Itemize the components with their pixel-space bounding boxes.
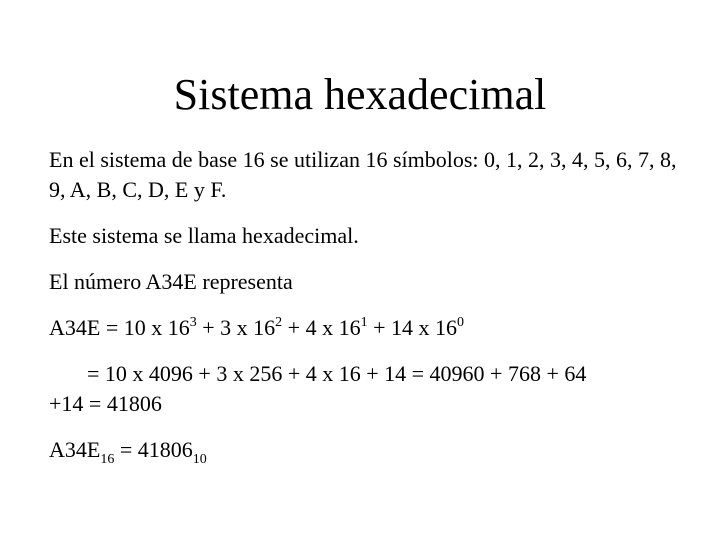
conclusion-middle: = 41806 [114,437,193,462]
conclusion-left: A34E [49,437,101,462]
exponent-0: 0 [457,315,464,330]
conclusion-line [49,435,679,465]
paragraph-called-hexadecimal: Este sistema se llama hexadecimal. [49,223,359,248]
expansion-line [49,313,679,343]
base-16-subscript: 16 [100,452,115,467]
calculation-line-2: +14 = 41806 [49,391,162,416]
exponent-2: 2 [275,315,283,330]
slide-title: Sistema hexadecimal [173,70,547,119]
paragraph-number-represents: El número A34E representa [49,269,293,294]
exponent-3: 3 [189,315,197,330]
expansion-term-3: + 4 x 16 [282,315,361,340]
calculation-line-1: = 10 x 4096 + 3 x 256 + 4 x 16 + 14 = 40960 + 768 + 64 [87,361,587,386]
slide-content [49,145,679,465]
expansion-term-4: + 14 x 16 [367,315,457,340]
expansion-term-2: + 3 x 16 [196,315,276,340]
expansion-lhs: A34E = 10 x 16 [49,315,190,340]
paragraph-base16-symbols: En el sistema de base 16 se utilizan 16 símbolos: 0, 1, 2, 3, 4, 5, 6, 7, 8, 9, A, B, C, D, E y F. [49,147,677,202]
exponent-1: 1 [360,315,368,330]
calculation [49,359,679,419]
base-10-subscript: 10 [192,452,207,467]
